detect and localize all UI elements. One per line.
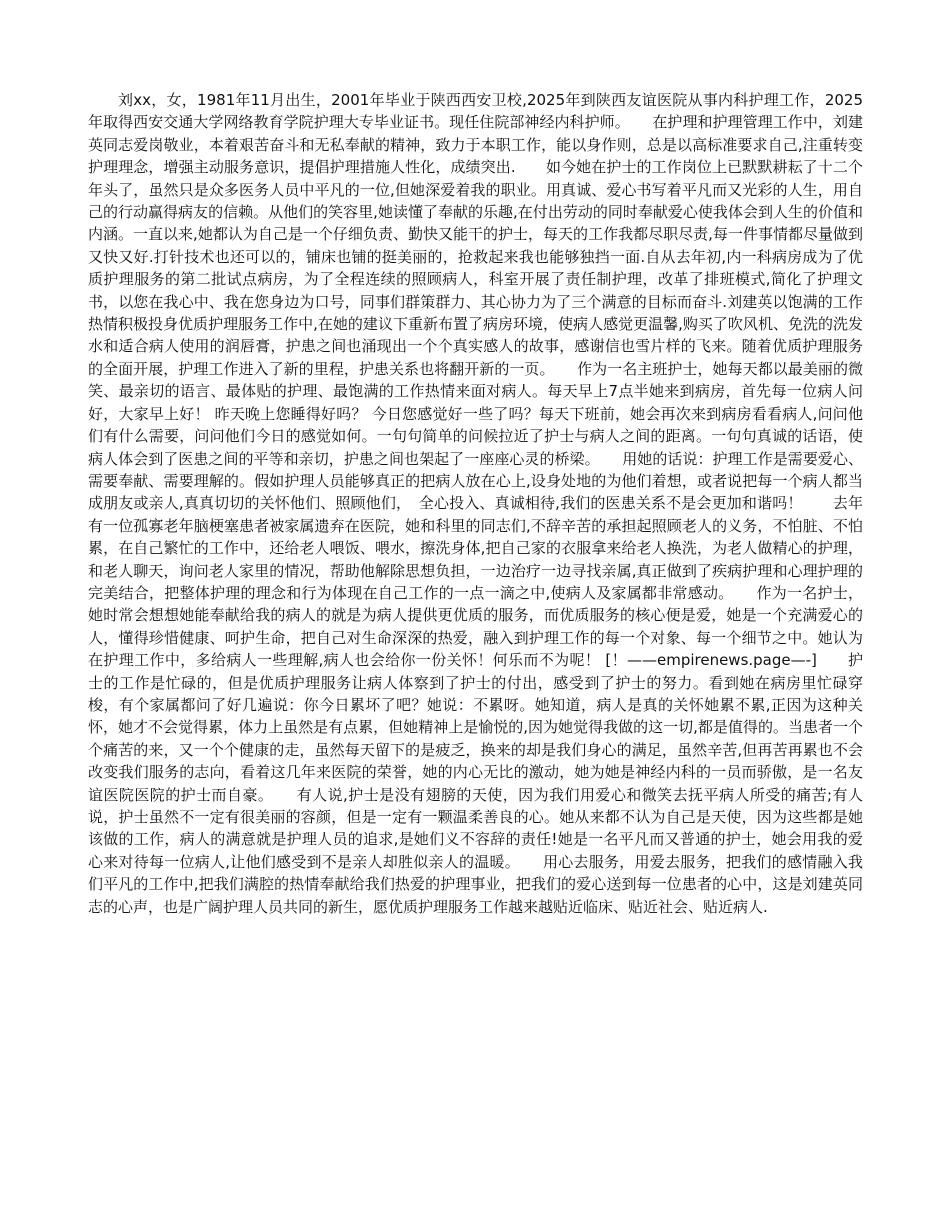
document-page [88, 89, 868, 918]
body-paragraph: 刘xx，女，1981年11月出生，2001年毕业于陕西西安卫校,2025年到陕西友谊医院从事内科护理工作，2025 年取得西安交通大学网络教育学院护理大专毕业证书。现任住院部神经内科护师。 在护理和护理管理工作中，刘建英同志爱岗敬业，本着艰苦奋斗和无私奉献的精神，致力于本职工作，能以身作则，总是以高标准要求自己,注重转变护理理念，增强主动服务意识，提倡护理措施人性化，成绩突出. 如今她在护士的工作岗位上已默默耕耘了十二个年头了，虽然只是众多医务人员中平凡的一位,但她深爱着我的职业。用真诚、爱心书写着平凡而又光彩的人生，用自己的行动赢得病友的信赖。从他们的笑容里,她读懂了奉献的乐趣,在付出劳动的同时奉献爱心使我体会到人生的价值和内涵。一直以来,她都认为自己是一个仔细负责、勤快又能干的护士，每天的工作我都尽职尽责,每一件事情都尽量做到又快又好.打针技术也还可以的，铺床也铺的挺美丽的，抢救起来我也能够独挡一面.自从去年初,内一科病房成为了优质护理服务的第二批试点病房，为了全程连续的照顾病人，科室开展了责任制护理，改革了排班模式,简化了护理文书，以您在我心中、我在您身边为口号，同事们群策群力、其心协力为了三个满意的目标而奋斗.刘建英以饱满的工作热情积极投身优质护理服务工作中,在她的建议下重新布置了病房环境，使病人感觉更温馨,购买了吹风机、免洗的洗发水和适合病人使用的润唇膏，护患之间也涌现出一个个真实感人的故事，感谢信也雪片样的飞来。随着优质护理服务的全面开展，护理工作进入了新的里程，护患关系也将翻开新的一页。 作为一名主班护士，她每天都以最美丽的微笑、最亲切的语言、最体贴的护理、最饱满的工作热情来面对病人。每天早上7点半她来到病房，首先每一位病人问好，大家早上好！ 昨天晚上您睡得好吗？ 今日您感觉好一些了吗？每天下班前，她会再次来到病房看看病人,问问他们有什么需要，问问他们今日的感觉如何。一句句简单的问候拉近了护士与病人之间的距离。一句句真诚的话语，使病人体会到了医患之间的平等和亲切，护患之间也架起了一座座心灵的桥梁。 用她的话说：护理工作是需要爱心、需要奉献、需要理解的。假如护理人员能够真正的把病人放在心上,设身处地的为他们着想，或者说把每一个病人都当成朋友或亲人,真真切切的关怀他们、照顾他们， 全心投入、真诚相待,我们的医患关系不是会更加和谐吗！ 去年有一位孤寡老年脑梗塞患者被家属遗弃在医院，她和科里的同志们,不辞辛苦的承担起照顾老人的义务，不怕脏、不怕累，在自己繁忙的工作中，还给老人喂饭、喂水，擦洗身体,把自己家的衣服拿来给老人换洗，为老人做精心的护理，和老人聊天，询问老人家里的情况，帮助他解除思想负担，一边治疗一边寻找亲属,真正做到了疾病护理和心理护理的完美结合，把整体护理的理念和行为体现在自己工作的一点一滴之中,使病人及家属都非常感动。 作为一名护士，她时常会想想她能奉献给我的病人的就是为病人提供更优质的服务，而优质服务的核心便是爱，她是一个充满爱心的人，懂得珍惜健康、呵护生命，把自己对生命深深的热爱，融入到护理工作的每一个对象、每一个细节之中。她认为在护理工作中，多给病人一些理解,病人也会给你一份关怀！何乐而不为呢！ [！——empirenews.page—-] 护士的工作是忙碌的，但是优质护理服务让病人体察到了护士的付出，感受到了护士的努力。看到她在病房里忙碌穿梭，有个家属都问了好几遍说：你今日累坏了吧？她说：不累呀。她知道，病人是真的关怀她累不累,正因为这种关怀，她才不会觉得累，体力上虽然是有点累，但她精神上是愉悦的,因为她觉得我做的这一切,都是值得的。当患者一个个痛苦的来，又一个个健康的走，虽然每天留下的是疲乏，换来的却是我们身心的满足，虽然辛苦,但再苦再累也不会改变我们服务的志向，看着这几年来医院的荣誉，她的内心无比的激动，她为她是神经内科的一员而骄傲，是一名友谊医院医院的护士而自豪。 有人说,护士是没有翅膀的天使，因为我们用爱心和微笑去抚平病人所受的痛苦;有人说，护士虽然不一定有很美丽的容颜，但是一定有一颗温柔善良的心。她从来都不认为自己是天使，因为这些都是她该做的工作，病人的满意就是护理人员的追求,是她们义不容辞的责任!她是一名平凡而又普通的护士，她会用我的爱心来对待每一位病人,让他们感受到不是亲人却胜似亲人的温暖。 用心去服务，用爱去服务，把我们的感情融入我们平凡的工作中,把我们满腔的热情奉献给我们热爱的护理事业，把我们的爱心送到每一位患者的心中，这是刘建英同志的心声，也是广阔护理人员共同的新生，愿优质护理服务工作越来越贴近临床、贴近社会、贴近病人. [88, 91, 868, 916]
